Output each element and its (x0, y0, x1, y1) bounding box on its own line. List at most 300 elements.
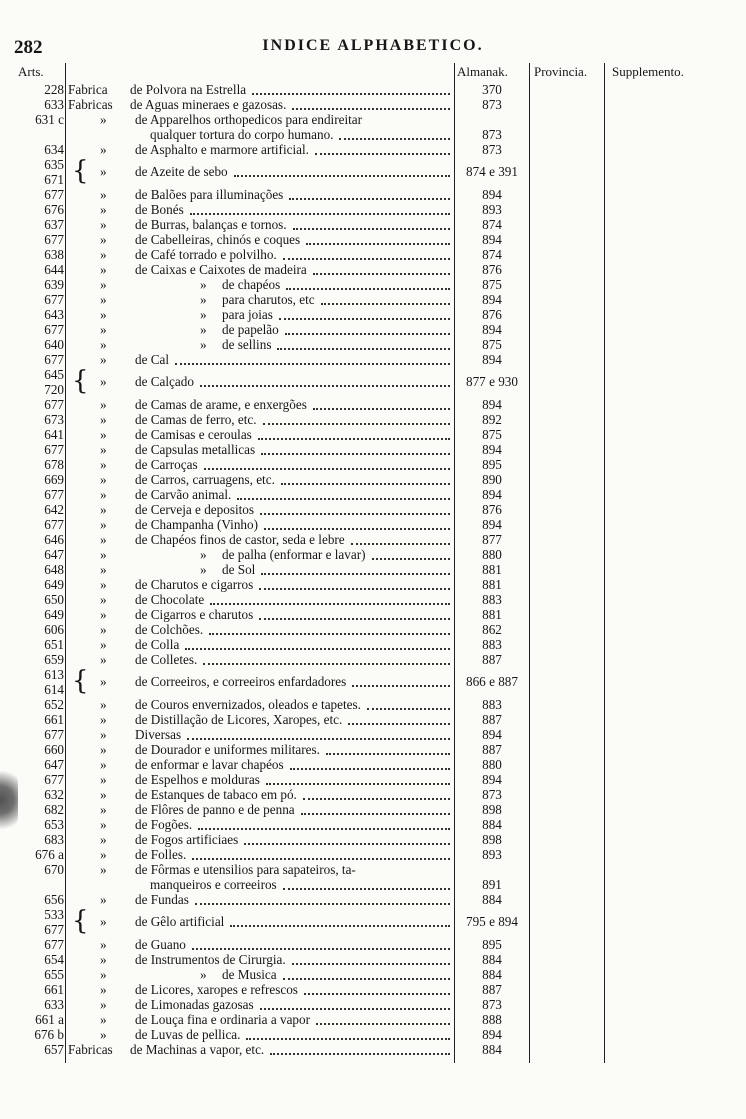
ditto-mark: » (100, 532, 107, 547)
ditto-mark: » (100, 592, 107, 607)
dotted-leader (259, 618, 450, 620)
ditto-mark: » (100, 757, 107, 772)
almanak-page: 898 (482, 832, 502, 847)
article-number (6, 322, 64, 337)
almanak-page: 894 (482, 517, 502, 532)
dotted-leader (198, 828, 450, 830)
ditto-mark: » (200, 292, 207, 307)
entry-text: de papelão (222, 322, 279, 337)
entry-text: de Camisas e ceroulas (135, 427, 252, 442)
almanak-page: 874 e 391 (465, 164, 518, 179)
ditto-mark: » (100, 427, 107, 442)
article-number-value: 640 (44, 337, 64, 352)
article-number (6, 652, 64, 667)
ditto-mark: » (100, 952, 107, 967)
ditto-mark: » (100, 967, 107, 982)
almanak-page: 877 (482, 532, 502, 547)
article-number-value: 661 (44, 982, 64, 997)
entry-text: de Balões para illuminações (135, 187, 284, 202)
ditto-mark: » (100, 697, 107, 712)
entry-text: de Calçado (135, 374, 194, 389)
almanak-page: 875 (482, 277, 502, 292)
index-entry (0, 352, 746, 367)
entry-text: para charutos, etc (222, 292, 315, 307)
article-number (6, 607, 64, 622)
entry-text: de palha (enformar e lavar) (222, 547, 366, 562)
index-entry (0, 862, 746, 892)
article-number-value: 677 (44, 292, 64, 307)
almanak-page: 884 (482, 1042, 502, 1057)
index-entry (0, 547, 746, 562)
entry-text: de Gêlo artificial (135, 914, 225, 929)
dotted-leader (283, 888, 450, 890)
index-entry (0, 607, 746, 622)
entry-text: de Asphalto e marmore artificial. (135, 142, 309, 157)
ditto-mark: » (100, 622, 107, 637)
article-number-value: 632 (44, 787, 64, 802)
ditto-mark: » (100, 187, 107, 202)
index-entry (0, 502, 746, 517)
ditto-mark: » (100, 322, 107, 337)
index-entry (0, 217, 746, 232)
ditto-mark: » (100, 352, 107, 367)
entry-text: de Musica (222, 967, 277, 982)
almanak-page: 891 (482, 877, 502, 892)
article-number-value: 677 (44, 937, 64, 952)
almanak-page: 873 (482, 97, 502, 112)
dotted-leader (348, 723, 450, 725)
article-number-value: 677 (44, 322, 64, 337)
article-number-value: 649 (44, 607, 64, 622)
article-number-value: 614 (44, 682, 64, 697)
almanak-page: 880 (482, 547, 502, 562)
entry-text: de Couros envernizados, oleados e tapetes. (135, 697, 361, 712)
column-header-almanak: Almanak. (457, 64, 508, 79)
article-number (6, 427, 64, 442)
almanak-page: 795 e 894 (465, 914, 518, 929)
index-entry (0, 412, 746, 427)
article-number (6, 727, 64, 742)
column-header-arts: Arts. (18, 64, 44, 79)
brace-mark: { (72, 666, 89, 696)
entry-text: de Burras, balanças e tornos. (135, 217, 287, 232)
entry-text: de Sol (222, 562, 256, 577)
article-number (6, 892, 64, 907)
article-number-value: 648 (44, 562, 64, 577)
article-number-value: 653 (44, 817, 64, 832)
dotted-leader (259, 588, 450, 590)
article-number-value: 661 (44, 712, 64, 727)
ditto-mark: » (100, 337, 107, 352)
article-number-value: 677 (44, 727, 64, 742)
article-number (6, 742, 64, 757)
ditto-mark: » (100, 457, 107, 472)
entry-text: de Café torrado e polvilho. (135, 247, 277, 262)
almanak-page: 883 (482, 592, 502, 607)
article-number-value: 644 (44, 262, 64, 277)
article-number-value: 631 c (35, 112, 64, 127)
entry-text: de Camas de ferro, etc. (135, 412, 257, 427)
article-number-value: 533 (44, 907, 64, 922)
dotted-leader (352, 685, 450, 687)
entry-text: de Chocolate (135, 592, 205, 607)
article-number (6, 112, 64, 127)
dotted-leader (303, 798, 450, 800)
almanak-page: 873 (482, 142, 502, 157)
index-entry (0, 202, 746, 217)
entry-text: manqueiros e correeiros (150, 877, 277, 892)
almanak-page: 895 (482, 457, 502, 472)
ditto-mark: » (100, 292, 107, 307)
index-entry (0, 562, 746, 577)
entry-prefix: Fabricas (68, 1042, 113, 1057)
entry-text: de enformar e lavar chapéos (135, 757, 284, 772)
dotted-leader (266, 783, 450, 785)
dotted-leader (185, 648, 450, 650)
article-number-value: 641 (44, 427, 64, 442)
dotted-leader (283, 978, 450, 980)
almanak-page: 894 (482, 442, 502, 457)
ditto-mark: » (100, 742, 107, 757)
entry-text: de Correeiros, e correeiros enfardadores (135, 674, 347, 689)
ditto-mark: » (100, 262, 107, 277)
dotted-leader (351, 543, 450, 545)
ditto-mark: » (100, 562, 107, 577)
dotted-leader (313, 273, 450, 275)
entry-text: de Capsulas metallicas (135, 442, 256, 457)
index-entry (0, 142, 746, 157)
almanak-page: 887 (482, 712, 502, 727)
ditto-mark: » (100, 914, 107, 929)
article-number-value: 637 (44, 217, 64, 232)
ditto-mark: » (100, 517, 107, 532)
index-entry (0, 187, 746, 202)
article-number-value: 638 (44, 247, 64, 262)
almanak-page: 894 (482, 1027, 502, 1042)
dotted-leader (372, 558, 450, 560)
article-number-value: 682 (44, 802, 64, 817)
dotted-leader (192, 858, 450, 860)
index-entry (0, 487, 746, 502)
column-header-supplemento: Supplemento. (612, 64, 684, 79)
almanak-page: 370 (482, 82, 502, 97)
article-number (6, 277, 64, 292)
article-number (6, 232, 64, 247)
paper-stain (0, 765, 18, 835)
index-entry (0, 442, 746, 457)
index-entry (0, 97, 746, 112)
ditto-mark: » (100, 862, 107, 877)
entry-text: de Camas de arame, e enxergões (135, 397, 307, 412)
article-number-value: 651 (44, 637, 64, 652)
article-number (6, 637, 64, 652)
article-number-value: 676 (44, 202, 64, 217)
almanak-page: 898 (482, 802, 502, 817)
entry-text: de Colletes. (135, 652, 198, 667)
dotted-leader (283, 258, 450, 260)
article-number (6, 1042, 64, 1057)
entry-prefix: Fabricas (68, 97, 113, 112)
article-number (6, 592, 64, 607)
ditto-mark: » (100, 802, 107, 817)
almanak-page: 893 (482, 847, 502, 862)
article-number (6, 757, 64, 772)
entry-text: de Folles. (135, 847, 187, 862)
dotted-leader (289, 198, 450, 200)
dotted-leader (244, 843, 450, 845)
almanak-page: 873 (482, 127, 502, 142)
ditto-mark: » (100, 817, 107, 832)
article-number (6, 832, 64, 847)
entry-text: de Colla (135, 637, 180, 652)
entry-text: de Licores, xaropes e refrescos (135, 982, 298, 997)
entry-text: de Louça fina e ordinaria a vapor (135, 1012, 311, 1027)
article-number (6, 187, 64, 202)
article-number-value: 639 (44, 277, 64, 292)
article-number-value: 650 (44, 592, 64, 607)
index-entry (0, 292, 746, 307)
entry-text: de chapéos (222, 277, 281, 292)
dotted-leader (285, 333, 450, 335)
index-entry (0, 322, 746, 337)
dotted-leader (290, 768, 450, 770)
article-number (6, 847, 64, 862)
index-entry (0, 82, 746, 97)
dotted-leader (175, 363, 450, 365)
article-number (6, 337, 64, 352)
almanak-page: 888 (482, 1012, 502, 1027)
article-number (6, 82, 64, 97)
almanak-page: 866 e 887 (465, 674, 518, 689)
ditto-mark: » (200, 967, 207, 982)
dotted-leader (187, 738, 450, 740)
index-entry (0, 952, 746, 967)
ditto-mark: » (200, 562, 207, 577)
page-number: 282 (14, 37, 43, 58)
article-number (6, 412, 64, 427)
almanak-page: 894 (482, 187, 502, 202)
entry-text: de Fogos artificiaes (135, 832, 239, 847)
ditto-mark: » (100, 142, 107, 157)
index-entry (0, 817, 746, 832)
article-number-value: 677 (44, 517, 64, 532)
dotted-leader (260, 513, 450, 515)
almanak-page: 894 (482, 292, 502, 307)
article-number-value: 677 (44, 352, 64, 367)
article-number-value: 654 (44, 952, 64, 967)
almanak-page: 894 (482, 322, 502, 337)
article-number-value: 634 (44, 142, 64, 157)
dotted-leader (316, 1023, 450, 1025)
almanak-page: 894 (482, 727, 502, 742)
entry-text: de Carros, carruagens, etc. (135, 472, 275, 487)
dotted-leader (301, 813, 450, 815)
article-number-value: 676 b (34, 1027, 64, 1042)
index-entry (0, 787, 746, 802)
dotted-leader (313, 408, 450, 410)
article-number (6, 712, 64, 727)
index-entry (0, 997, 746, 1012)
article-number (6, 622, 64, 637)
entry-text: qualquer tortura do corpo humano. (150, 127, 334, 142)
dotted-leader (277, 348, 450, 350)
dotted-leader (203, 663, 450, 665)
ditto-mark: » (100, 307, 107, 322)
almanak-page: 874 (482, 217, 502, 232)
article-number (6, 967, 64, 982)
index-entry (0, 157, 746, 187)
ditto-mark: » (100, 712, 107, 727)
dotted-leader (263, 423, 450, 425)
article-number-value: 652 (44, 697, 64, 712)
ditto-mark: » (100, 997, 107, 1012)
dotted-leader (261, 453, 450, 455)
ditto-mark: » (200, 322, 207, 337)
entry-text: de Cabelleiras, chinós e coques (135, 232, 301, 247)
article-number (6, 292, 64, 307)
almanak-page: 884 (482, 967, 502, 982)
article-number-value: 678 (44, 457, 64, 472)
index-entry (0, 1012, 746, 1027)
article-number (6, 142, 64, 157)
dotted-leader (260, 1008, 450, 1010)
ditto-mark: » (100, 397, 107, 412)
almanak-page: 883 (482, 697, 502, 712)
almanak-page: 876 (482, 262, 502, 277)
article-number-value: 673 (44, 412, 64, 427)
article-number-value: 647 (44, 547, 64, 562)
dotted-leader (234, 175, 450, 177)
entry-text: de Dourador e uniformes militares. (135, 742, 320, 757)
article-number (6, 397, 64, 412)
ditto-mark: » (100, 577, 107, 592)
entry-text: de Charutos e cigarros (135, 577, 254, 592)
entry-prefix: Fabrica (68, 82, 108, 97)
index-entry (0, 517, 746, 532)
almanak-page: 887 (482, 742, 502, 757)
article-number-value: 683 (44, 832, 64, 847)
entry-text: de Polvora na Estrella (130, 82, 247, 97)
almanak-page: 894 (482, 352, 502, 367)
article-number (6, 952, 64, 967)
entry-text: de sellins (222, 337, 272, 352)
index-entry (0, 532, 746, 547)
ditto-mark: » (100, 847, 107, 862)
almanak-page: 894 (482, 397, 502, 412)
almanak-page: 881 (482, 562, 502, 577)
entry-text: de Fogões. (135, 817, 193, 832)
almanak-page: 887 (482, 652, 502, 667)
article-number-value: 677 (44, 397, 64, 412)
article-number (6, 97, 64, 112)
dotted-leader (192, 948, 450, 950)
ditto-mark: » (100, 674, 107, 689)
dotted-leader (304, 993, 450, 995)
article-number (6, 472, 64, 487)
article-number (6, 667, 64, 697)
article-number-value: 647 (44, 757, 64, 772)
index-entry (0, 622, 746, 637)
ditto-mark: » (100, 547, 107, 562)
column-header-provincia: Provincia. (534, 64, 588, 79)
almanak-page: 893 (482, 202, 502, 217)
dotted-leader (209, 633, 450, 635)
dotted-leader (195, 903, 450, 905)
dotted-leader (261, 573, 450, 575)
article-number (6, 577, 64, 592)
index-entry (0, 592, 746, 607)
entry-text: de Distillação de Licores, Xaropes, etc. (135, 712, 343, 727)
index-entry (0, 832, 746, 847)
entry-text: de Luvas de pellica. (135, 1027, 241, 1042)
index-entry (0, 307, 746, 322)
index-entry (0, 742, 746, 757)
dotted-leader (306, 243, 450, 245)
ditto-mark: » (100, 772, 107, 787)
almanak-page: 877 e 930 (465, 374, 518, 389)
ditto-mark: » (100, 277, 107, 292)
index-entry (0, 937, 746, 952)
almanak-page: 875 (482, 427, 502, 442)
dotted-leader (367, 708, 450, 710)
article-number (6, 862, 64, 877)
ditto-mark: » (100, 1012, 107, 1027)
dotted-leader (292, 963, 450, 965)
article-number (6, 262, 64, 277)
article-number-value: 669 (44, 472, 64, 487)
article-number (6, 247, 64, 262)
almanak-page: 881 (482, 607, 502, 622)
index-entry (0, 892, 746, 907)
ditto-mark: » (100, 232, 107, 247)
dotted-leader (204, 468, 450, 470)
index-entry (0, 757, 746, 772)
dotted-leader (279, 318, 450, 320)
almanak-page: 883 (482, 637, 502, 652)
article-number (6, 1012, 64, 1027)
article-number-value: 657 (44, 1042, 64, 1057)
entry-text: de Cal (135, 352, 170, 367)
article-number (6, 907, 64, 937)
article-number-value: 655 (44, 967, 64, 982)
ditto-mark: » (100, 502, 107, 517)
dotted-leader (264, 528, 450, 530)
article-number-value: 643 (44, 307, 64, 322)
brace-mark: { (72, 156, 89, 186)
ditto-mark: » (100, 937, 107, 952)
index-entry (0, 772, 746, 787)
brace-mark: { (72, 366, 89, 396)
ditto-mark: » (100, 787, 107, 802)
index-entry (0, 277, 746, 292)
article-number (6, 997, 64, 1012)
entry-text: de Cigarros e charutos (135, 607, 254, 622)
almanak-page: 876 (482, 307, 502, 322)
index-entry (0, 232, 746, 247)
index-entry (0, 967, 746, 982)
almanak-page: 894 (482, 232, 502, 247)
article-number (6, 367, 64, 397)
article-number-value: 677 (44, 442, 64, 457)
ditto-mark: » (200, 277, 207, 292)
ditto-mark: » (100, 727, 107, 742)
article-number-value: 642 (44, 502, 64, 517)
dotted-leader (230, 925, 450, 927)
ditto-mark: » (200, 307, 207, 322)
index-entry (0, 112, 746, 142)
dotted-leader (210, 603, 450, 605)
dotted-leader (292, 108, 450, 110)
